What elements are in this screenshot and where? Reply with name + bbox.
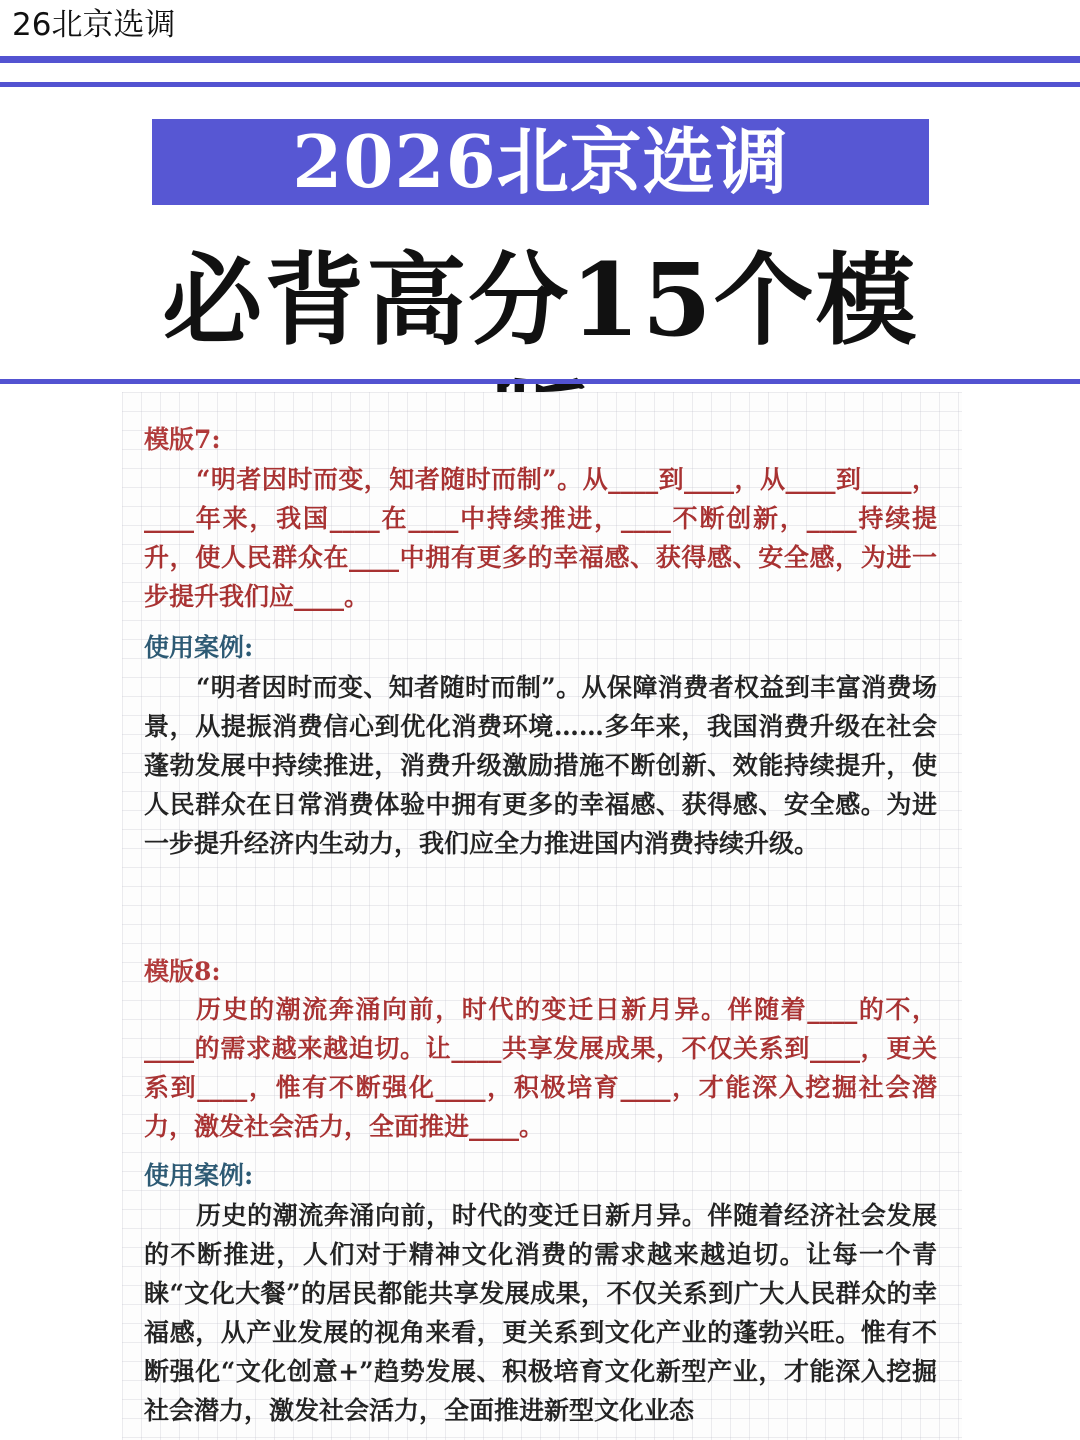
banner-title: 2026北京选调 [292,119,789,204]
post-title: 26北京选调 [12,7,176,43]
top-bar [0,0,1080,55]
example-label: 使用案例: [144,633,254,662]
example-label: 使用案例: [144,1161,254,1190]
template-label: 模版8: [144,957,221,986]
document-scan [122,392,962,1440]
template-text: 历史的潮流奔涌向前，时代的变迁日新月异。伴随着____的不，____的需求越来越迫切。让____共享发展成果，不仅关系到____，更关系到____，惟有不断强化____，积极培育____，才能深入挖掘社会潜力，激发社会活力，全面推进____。 [144,995,937,1141]
template-text: “明者因时而变，知者随时而制”。从____到____，从____到____，____年来，我国____在____中持续推进，____不断创新，____持续提升，使人民群众在____中拥有更多的幸福感、获得感、安全感，为进一步提升我们应____。 [144,465,937,611]
accent-rule-top [0,56,1080,63]
template-label: 模版7: [144,425,221,454]
example-text: 历史的潮流奔涌向前，时代的变迁日新月异。伴随着经济社会发展的不断推进，人们对于精神文化消费的需求越来越迫切。让每一个青睐“文化大餐”的居民都能共享发展成果，不仅关系到广大人民群众的幸福感，从产业发展的视角来看，更关系到文化产业的蓬勃兴旺。惟有不断强化“文化创意+”趋势发展、积极培育文化新型产业，才能深入挖掘社会潜力，激发社会活力，全面推进新型文化业态 [144,1201,937,1425]
example-text: “明者因时而变、知者随时而制”。从保障消费者权益到丰富消费场景，从提振消费信心到优化消费环境……多年来，我国消费升级在社会蓬勃发展中持续推进，消费升级激励措施不断创新、效能持续提升，使人民群众在日常消费体验中拥有更多的幸福感、获得感、安全感。为进一步提升经济内生动力，我们应全力推进国内消费持续升级。 [144,673,937,858]
headline: 必背高分15个模 [162,241,918,359]
accent-rule-second [0,82,1080,87]
title-banner [152,119,929,205]
accent-rule-bottom [0,379,1080,384]
